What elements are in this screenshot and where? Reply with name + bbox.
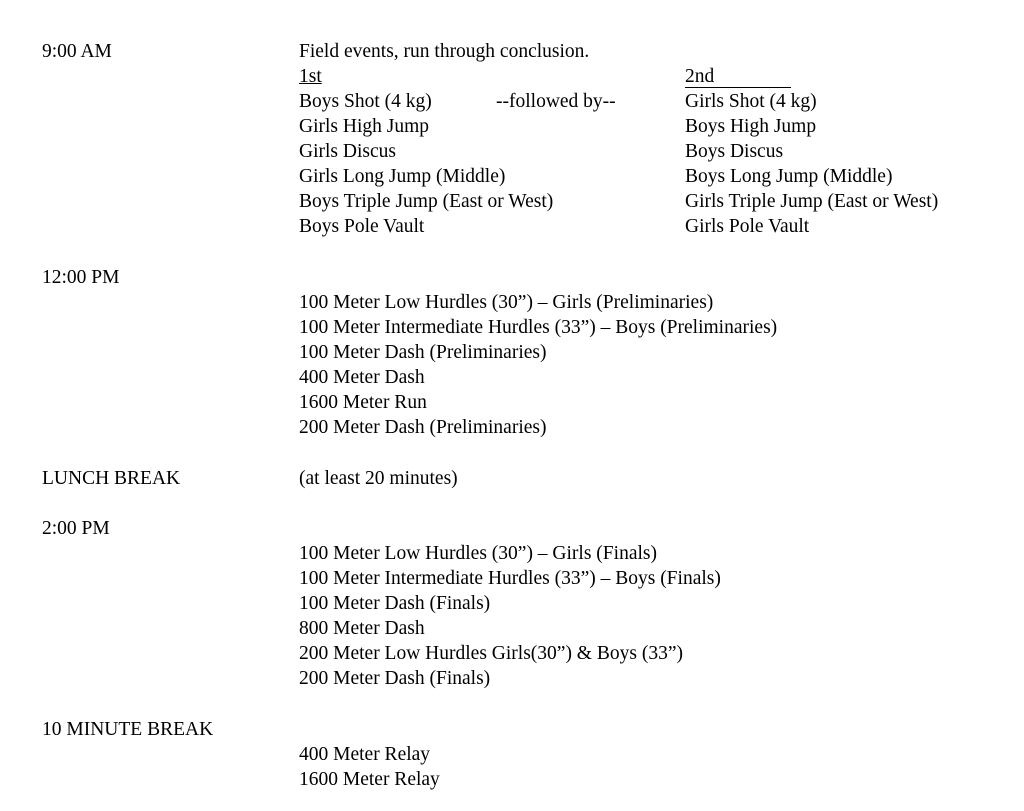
followed-by-label: --followed by-- [496,91,616,112]
noon-event: 200 Meter Dash (Preliminaries) [299,417,547,438]
lunch-break-label: LUNCH BREAK [42,468,181,489]
field-event-first: Boys Pole Vault [299,216,425,237]
lunch-break-note: (at least 20 minutes) [299,468,458,489]
afternoon-event: 100 Meter Dash (Finals) [299,593,491,614]
field-event-second: Girls Triple Jump (East or West) [685,191,939,212]
noon-event: 1600 Meter Run [299,392,427,413]
afternoon-event: 200 Meter Low Hurdles Girls(30”) & Boys (33”) [299,643,683,664]
noon-event: 400 Meter Dash [299,367,425,388]
field-event-second: Boys Long Jump (Middle) [685,166,893,187]
field-event-second: Girls Shot (4 kg) [685,91,817,112]
field-event-first: Boys Triple Jump (East or West) [299,191,554,212]
field-event-second: Girls Pole Vault [685,216,810,237]
field-event-second: Boys High Jump [685,116,817,137]
afternoon-event: 100 Meter Low Hurdles (30”) – Girls (Finals) [299,543,657,564]
noon-event: 100 Meter Intermediate Hurdles (33”) – Boys (Preliminaries) [299,317,778,338]
field-event-second: Boys Discus [685,141,784,162]
time-12pm: 12:00 PM [42,267,120,288]
time-2pm: 2:00 PM [42,518,110,539]
afternoon-event: 100 Meter Intermediate Hurdles (33”) – Boys (Finals) [299,568,721,589]
field-events-intro: Field events, run through conclusion. [299,41,590,62]
afternoon-event: 200 Meter Dash (Finals) [299,668,491,689]
column-header-first: 1st [299,66,322,87]
column-header-second: 2nd [685,66,791,88]
afternoon-event: 800 Meter Dash [299,618,425,639]
relay-event: 1600 Meter Relay [299,769,440,790]
noon-event: 100 Meter Dash (Preliminaries) [299,342,547,363]
time-9am: 9:00 AM [42,41,112,62]
relay-event: 400 Meter Relay [299,744,431,765]
field-event-first: Girls Discus [299,141,396,162]
noon-event: 100 Meter Low Hurdles (30”) – Girls (Preliminaries) [299,292,714,313]
field-event-first: Girls Long Jump (Middle) [299,166,506,187]
field-event-first: Girls High Jump [299,116,430,137]
ten-minute-break-label: 10 MINUTE BREAK [42,719,214,740]
field-event-first: Boys Shot (4 kg) [299,91,432,112]
